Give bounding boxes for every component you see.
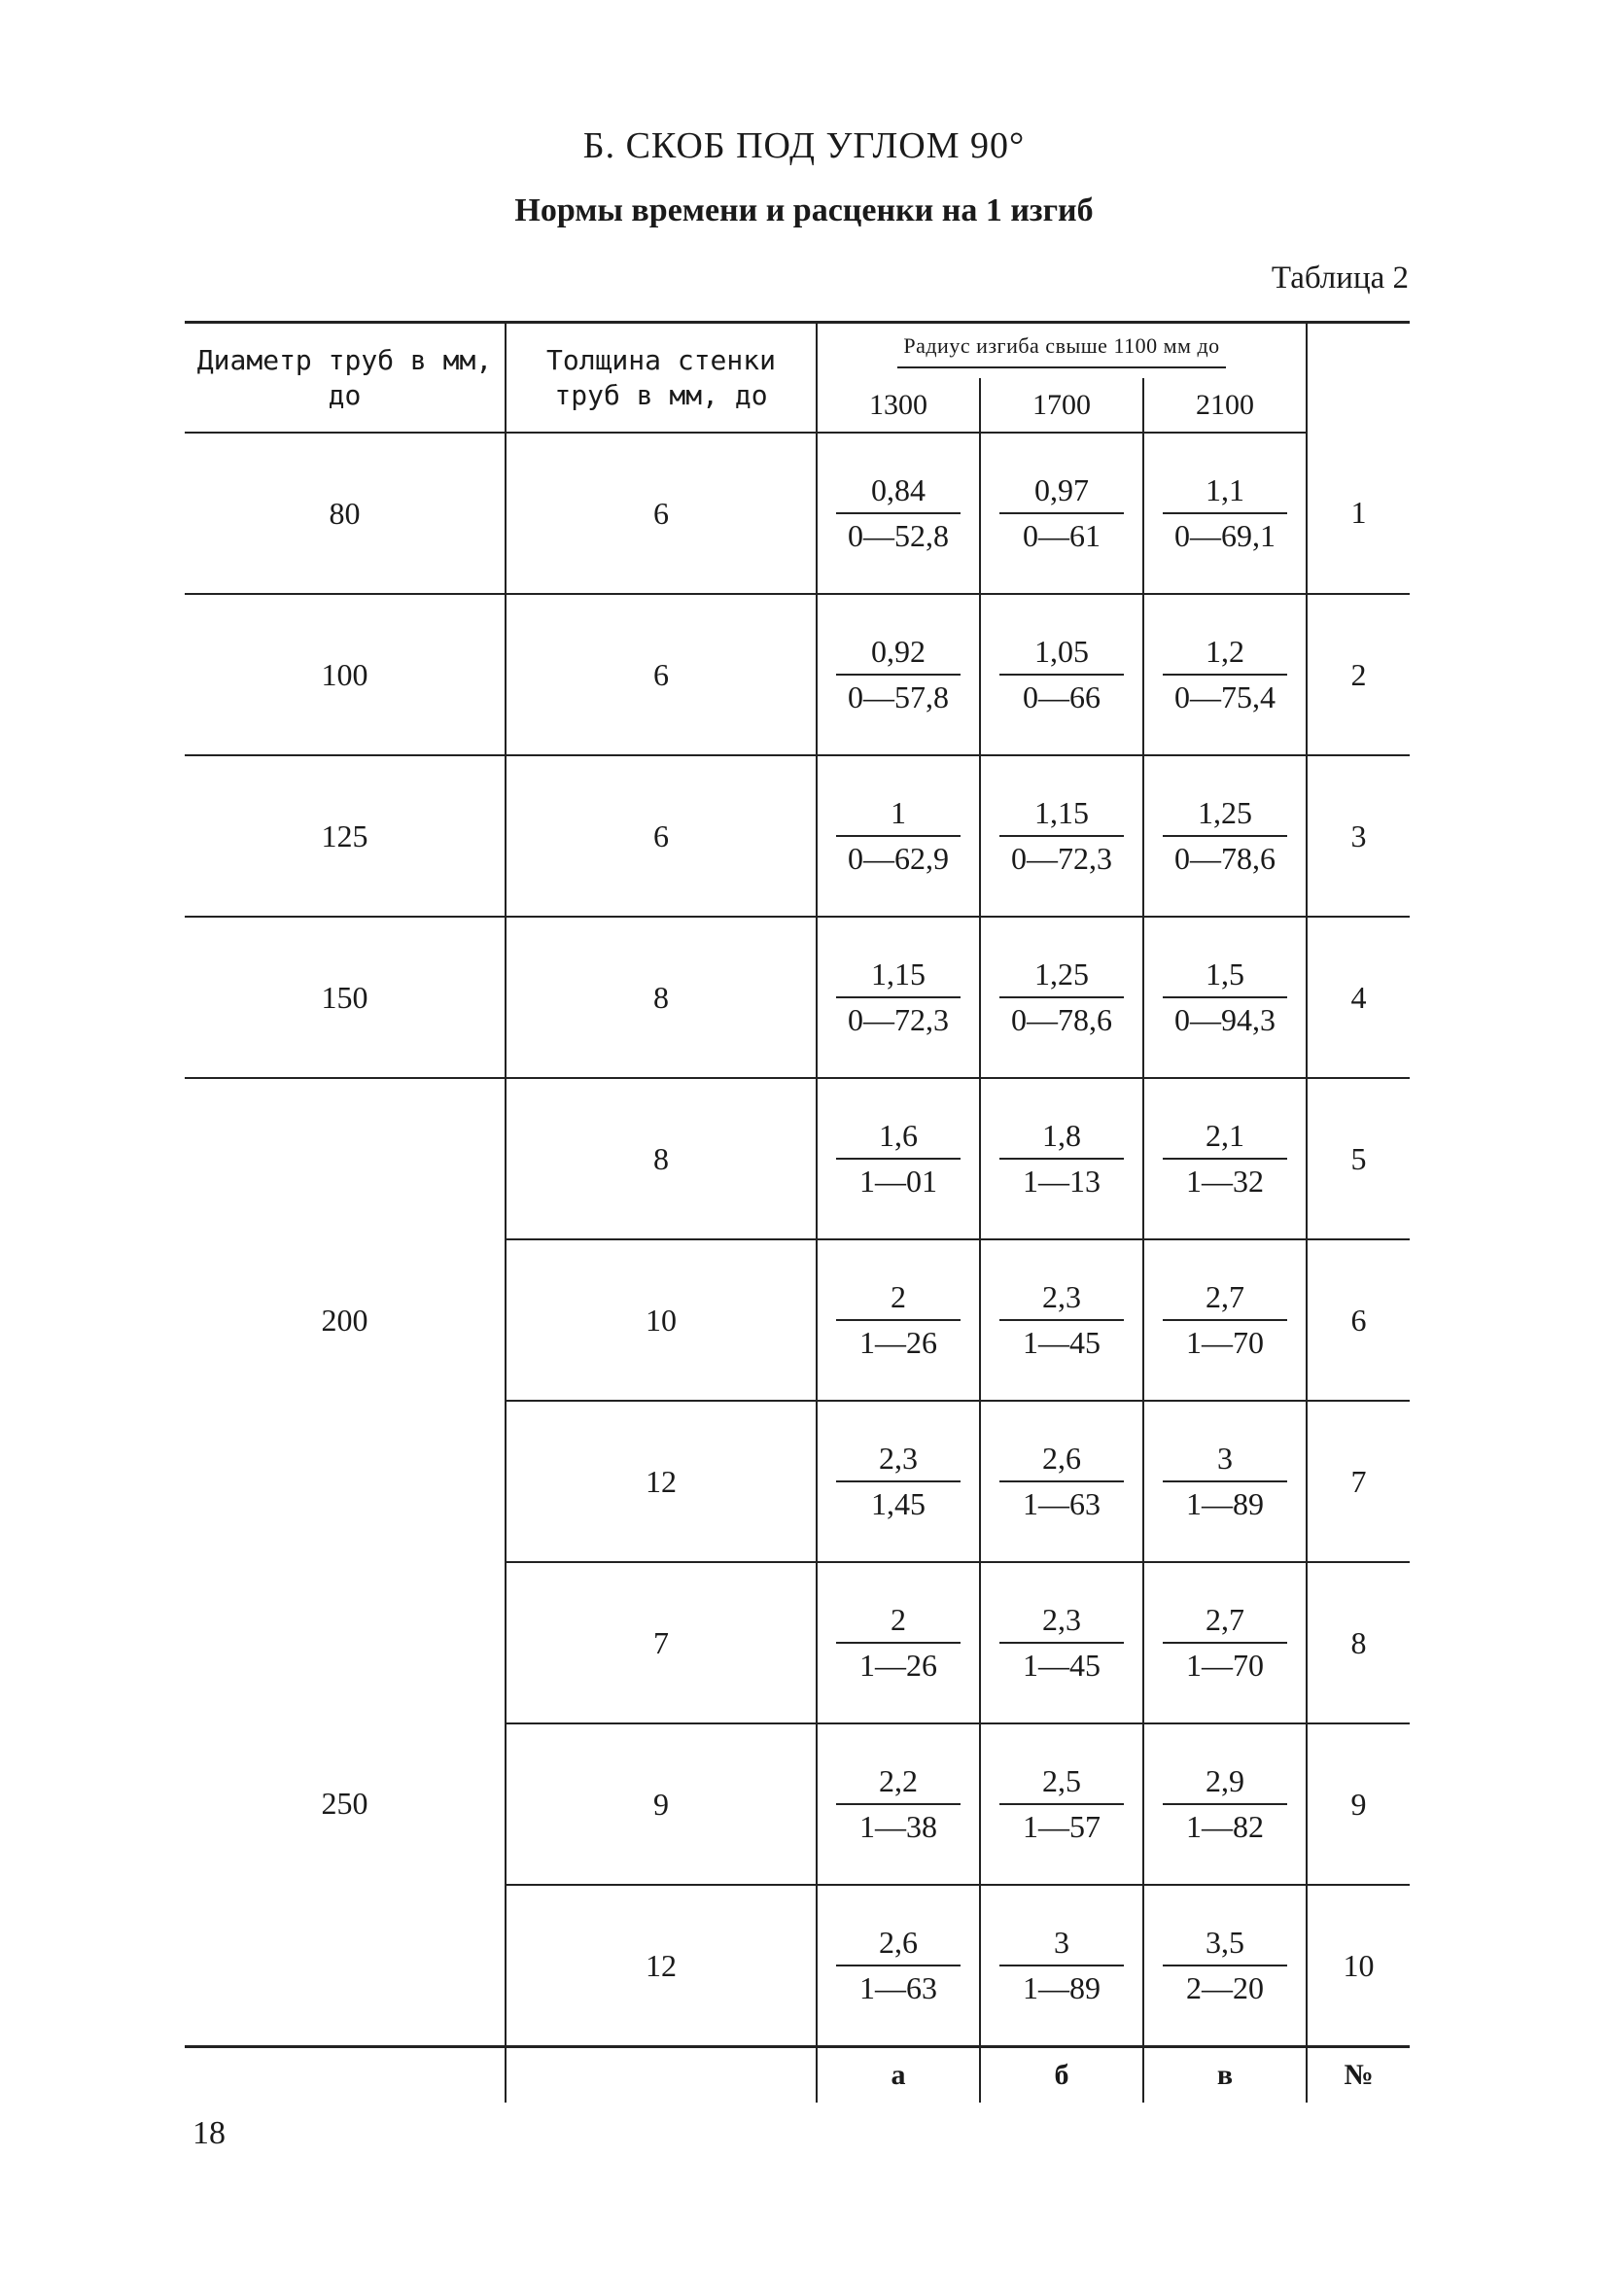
price-rate-value: 0—78,6	[1174, 841, 1276, 876]
price-rate-value: 0—66	[1023, 679, 1101, 714]
table-body	[185, 433, 1410, 2047]
rate-fraction	[836, 472, 961, 554]
header-bend-radius-text: Радиус изгиба свыше 1100 мм до	[897, 333, 1225, 368]
rate-fraction	[836, 1279, 961, 1361]
rate-cell	[817, 917, 980, 1078]
rate-fraction	[1163, 1279, 1287, 1361]
price-rate-value: 0—52,8	[848, 518, 949, 553]
pipe-diameter-cell: 100	[185, 594, 506, 755]
rate-cell	[817, 1723, 980, 1885]
footer-blank-wall	[506, 2047, 817, 2104]
price-rate-value: 0—75,4	[1174, 679, 1276, 714]
rate-fraction	[1163, 1602, 1287, 1684]
time-norm-value: 2,2	[836, 1763, 961, 1805]
time-norm-value: 3	[1163, 1441, 1287, 1482]
rate-fraction	[836, 1925, 961, 2006]
rate-cell	[980, 1885, 1143, 2047]
time-norm-value: 0,84	[836, 472, 961, 514]
rate-cell	[980, 755, 1143, 917]
table-row	[185, 917, 1410, 1078]
rate-fraction	[999, 1602, 1124, 1684]
pipe-diameter-cell: 200	[185, 1078, 506, 1562]
rate-fraction	[1163, 1763, 1287, 1845]
table-row	[185, 594, 1410, 755]
wall-thickness-cell: 8	[506, 917, 817, 1078]
rate-fraction	[999, 472, 1124, 554]
table-row	[185, 1562, 1410, 1723]
time-norm-value: 2	[836, 1602, 961, 1644]
time-norm-value: 1,15	[999, 795, 1124, 837]
wall-thickness-cell: 8	[506, 1078, 817, 1239]
rate-cell	[1143, 1723, 1307, 1885]
price-rate-value: 1—89	[1023, 1970, 1101, 2005]
wall-thickness-cell: 12	[506, 1401, 817, 1562]
rate-cell	[980, 1401, 1143, 1562]
rate-cell	[980, 1723, 1143, 1885]
price-rate-value: 1—89	[1186, 1486, 1265, 1521]
rate-cell	[980, 917, 1143, 1078]
row-number-cell: 6	[1307, 1239, 1410, 1401]
time-norm-value: 2,1	[1163, 1118, 1287, 1160]
rate-fraction	[999, 1441, 1124, 1522]
rate-cell	[1143, 1239, 1307, 1401]
table-row	[185, 755, 1410, 917]
pipe-diameter-cell: 125	[185, 755, 506, 917]
page-title: Б. СКОБ ПОД УГЛОМ 90°	[582, 125, 1026, 166]
price-rate-value: 1—26	[859, 1325, 937, 1360]
time-norm-value: 2	[836, 1279, 961, 1321]
rate-fraction	[1163, 1925, 1287, 2006]
rate-fraction	[836, 1441, 961, 1522]
time-norm-value: 1,6	[836, 1118, 961, 1160]
price-rate-value: 1—32	[1186, 1164, 1265, 1199]
time-norm-value: 1,25	[1163, 795, 1287, 837]
table-label: Таблица 2	[1271, 261, 1409, 296]
price-rate-value: 0—94,3	[1174, 1002, 1276, 1037]
price-rate-value: 2—20	[1186, 1970, 1265, 2005]
rate-fraction	[999, 1763, 1124, 1845]
table-row	[185, 1078, 1410, 1239]
footer-col-b: б	[980, 2047, 1143, 2104]
price-rate-value: 0—78,6	[1011, 1002, 1112, 1037]
rate-cell	[817, 1239, 980, 1401]
wall-thickness-cell: 6	[506, 433, 817, 594]
header-bend-radius	[817, 323, 1307, 379]
price-rate-value: 0—62,9	[848, 841, 949, 876]
price-rate-value: 1—70	[1186, 1325, 1265, 1360]
wall-thickness-cell: 6	[506, 755, 817, 917]
time-norm-value: 1,05	[999, 634, 1124, 676]
time-norm-value: 1,25	[999, 957, 1124, 998]
time-norm-value: 2,3	[999, 1602, 1124, 1644]
row-number-cell: 9	[1307, 1723, 1410, 1885]
rate-fraction	[999, 795, 1124, 877]
page-subtitle: Нормы времени и расценки на 1 изгиб	[514, 192, 1094, 228]
header-radius-1700: 1700	[980, 378, 1143, 433]
rate-fraction	[836, 1763, 961, 1845]
rate-fraction	[1163, 634, 1287, 715]
price-rate-value: 1—82	[1186, 1809, 1265, 1844]
time-norm-value: 1,15	[836, 957, 961, 998]
rate-cell	[1143, 1078, 1307, 1239]
price-rate-value: 1—57	[1023, 1809, 1101, 1844]
rate-cell	[1143, 1885, 1307, 2047]
rate-fraction	[999, 1279, 1124, 1361]
rate-cell	[817, 1885, 980, 2047]
rate-cell	[1143, 1401, 1307, 1562]
time-norm-value: 2,7	[1163, 1279, 1287, 1321]
rate-fraction	[836, 795, 961, 877]
time-norm-value: 2,3	[999, 1279, 1124, 1321]
rate-fraction	[1163, 1441, 1287, 1522]
footer-number-label: №	[1307, 2047, 1410, 2104]
rate-cell	[817, 433, 980, 594]
rate-cell	[980, 1239, 1143, 1401]
norms-table	[185, 321, 1410, 2103]
rate-cell	[1143, 917, 1307, 1078]
price-rate-value: 0—57,8	[848, 679, 949, 714]
rate-cell	[980, 1078, 1143, 1239]
rate-fraction	[836, 1602, 961, 1684]
time-norm-value: 0,92	[836, 634, 961, 676]
wall-thickness-cell: 9	[506, 1723, 817, 1885]
price-rate-value: 1,45	[871, 1486, 926, 1521]
price-rate-value: 0—61	[1023, 518, 1101, 553]
pipe-diameter-cell: 250	[185, 1562, 506, 2047]
row-number-cell: 5	[1307, 1078, 1410, 1239]
rate-cell	[980, 433, 1143, 594]
rate-cell	[1143, 594, 1307, 755]
rate-cell	[817, 755, 980, 917]
rate-cell	[1143, 755, 1307, 917]
rate-fraction	[1163, 957, 1287, 1038]
rate-cell	[817, 1562, 980, 1723]
price-rate-value: 0—72,3	[1011, 841, 1112, 876]
price-rate-value: 1—63	[859, 1970, 937, 2005]
header-row-number-blank	[1307, 323, 1410, 434]
row-number-cell: 7	[1307, 1401, 1410, 1562]
rate-fraction	[836, 1118, 961, 1200]
rate-fraction	[1163, 472, 1287, 554]
row-number-cell: 1	[1307, 433, 1410, 594]
time-norm-value: 2,6	[836, 1925, 961, 1966]
wall-thickness-cell: 7	[506, 1562, 817, 1723]
time-norm-value: 1,8	[999, 1118, 1124, 1160]
price-rate-value: 1—45	[1023, 1325, 1101, 1360]
header-radius-2100: 2100	[1143, 378, 1307, 433]
rate-cell	[1143, 433, 1307, 594]
row-number-cell: 2	[1307, 594, 1410, 755]
rate-fraction	[836, 957, 961, 1038]
price-rate-value: 0—69,1	[1174, 518, 1276, 553]
rate-cell	[817, 1401, 980, 1562]
price-rate-value: 1—01	[859, 1164, 937, 1199]
rate-fraction	[836, 634, 961, 715]
time-norm-value: 2,9	[1163, 1763, 1287, 1805]
time-norm-value: 3,5	[1163, 1925, 1287, 1966]
rate-cell	[817, 594, 980, 755]
price-rate-value: 1—13	[1023, 1164, 1101, 1199]
price-rate-value: 1—38	[859, 1809, 937, 1844]
rate-fraction	[999, 1925, 1124, 2006]
time-norm-value: 2,3	[836, 1441, 961, 1482]
row-number-cell: 8	[1307, 1562, 1410, 1723]
pipe-diameter-cell: 150	[185, 917, 506, 1078]
time-norm-value: 1,2	[1163, 634, 1287, 676]
row-number-cell: 4	[1307, 917, 1410, 1078]
wall-thickness-cell: 12	[506, 1885, 817, 2047]
time-norm-value: 2,7	[1163, 1602, 1287, 1644]
header-radius-1300: 1300	[817, 378, 980, 433]
header-diameter: Диаметр труб в мм, до	[185, 323, 506, 434]
time-norm-value: 1,1	[1163, 472, 1287, 514]
price-rate-value: 1—70	[1186, 1648, 1265, 1683]
rate-cell	[980, 594, 1143, 755]
row-number-cell: 3	[1307, 755, 1410, 917]
rate-fraction	[999, 1118, 1124, 1200]
header-wall-thickness: Толщина стенки труб в мм, до	[506, 323, 817, 434]
rate-fraction	[999, 634, 1124, 715]
price-rate-value: 1—26	[859, 1648, 937, 1683]
rate-cell	[1143, 1562, 1307, 1723]
table-row	[185, 433, 1410, 594]
rate-fraction	[999, 957, 1124, 1038]
time-norm-value: 1,5	[1163, 957, 1287, 998]
price-rate-value: 1—63	[1023, 1486, 1101, 1521]
time-norm-value: 1	[836, 795, 961, 837]
price-rate-value: 0—72,3	[848, 1002, 949, 1037]
pipe-diameter-cell: 80	[185, 433, 506, 594]
page-number: 18	[192, 2115, 226, 2151]
rate-fraction	[1163, 1118, 1287, 1200]
rate-cell	[817, 1078, 980, 1239]
price-rate-value: 1—45	[1023, 1648, 1101, 1683]
footer-col-a: а	[817, 2047, 980, 2104]
row-number-cell: 10	[1307, 1885, 1410, 2047]
footer-blank-diameter	[185, 2047, 506, 2104]
wall-thickness-cell: 10	[506, 1239, 817, 1401]
time-norm-value: 2,6	[999, 1441, 1124, 1482]
wall-thickness-cell: 6	[506, 594, 817, 755]
footer-col-c: в	[1143, 2047, 1307, 2104]
rate-cell	[980, 1562, 1143, 1723]
time-norm-value: 0,97	[999, 472, 1124, 514]
rate-fraction	[1163, 795, 1287, 877]
time-norm-value: 2,5	[999, 1763, 1124, 1805]
time-norm-value: 3	[999, 1925, 1124, 1966]
